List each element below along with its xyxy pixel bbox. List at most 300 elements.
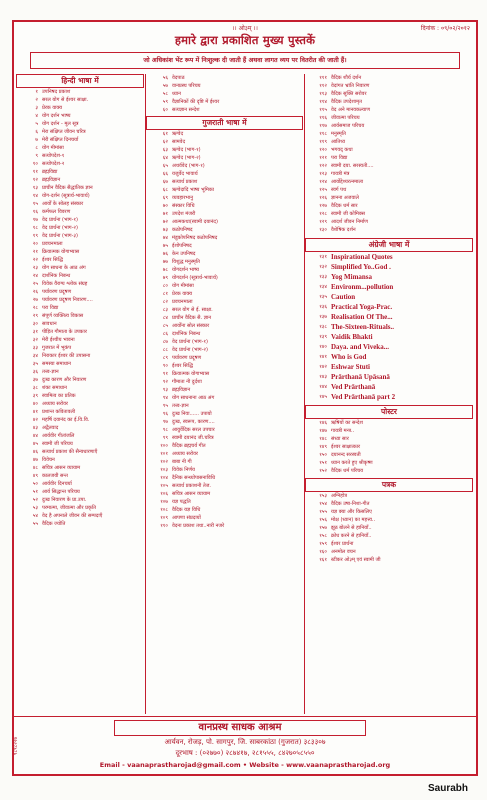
book-number: ४६ [32, 449, 38, 455]
book-number: १५७ [319, 525, 327, 531]
book-item [146, 394, 303, 402]
book-title: प्राचीन वैदिक सै. ज्ञान [172, 315, 211, 321]
book-number: ४४ [32, 433, 38, 439]
book-title: स्वामी जी कोमिक्स [331, 211, 365, 217]
book-title: झूठ बोलने से हानियाँ.. [331, 525, 372, 531]
book-title: भगवद् कथा [331, 147, 353, 153]
book-number: ८२ [162, 299, 168, 305]
book-title: पीड़ित गौमाता के उपकार [42, 329, 87, 335]
book-item [305, 532, 473, 540]
book-item [146, 98, 303, 106]
book-title: अथर्ववेद (भाग-१) [172, 163, 205, 169]
date-label: दिनांक : ०९/०२/२०१२ [420, 25, 470, 32]
book-title: आर्यों के सोलह संस्कार [42, 201, 84, 207]
book-title: Vaidik Bhakti [331, 333, 373, 341]
book-number: ७४ [162, 235, 168, 241]
book-title: आयुर्वेदिक सरल उपचार [172, 427, 215, 433]
book-title: जीवात्मा परिचय [331, 115, 360, 121]
book-title: वेद प्रार्थना (भाग-२) [42, 225, 78, 231]
book-number: ९ [35, 153, 38, 159]
book-item [16, 256, 144, 264]
book-title: विवेक वैराग्य श्लोक संग्रह [42, 281, 88, 287]
book-title: यज्ञ पद्धति [172, 499, 191, 505]
book-number: १२२ [319, 163, 327, 169]
book-item [16, 296, 144, 304]
book-item [16, 448, 144, 456]
book-number: १२७ [319, 203, 327, 209]
book-number: ९२ [162, 379, 168, 385]
section-hindi [16, 74, 144, 528]
book-number: ९३ [162, 387, 168, 393]
book-number: ८६ [162, 331, 168, 337]
book-number: ७० [162, 203, 168, 209]
book-number: ५ [35, 121, 38, 127]
book-title: निराकार ईश्वर की उपासना [42, 353, 91, 359]
book-number: ७७ [162, 259, 168, 265]
book-number: ४५ [32, 441, 38, 447]
book-item [146, 274, 303, 282]
book-title: कर्मफल विवरण [42, 209, 71, 215]
book-title: वैदिक शौर्य दर्शन [331, 75, 362, 81]
book-title: गायत्री मंत्र [331, 171, 350, 177]
book-number: २० [32, 241, 38, 247]
book-item [305, 82, 473, 90]
book-title: वेद है अपनाले जीवन की सम्पदाएँ [42, 513, 103, 519]
book-title: महर्षि दयानंद का ई.वि.वि. [42, 417, 90, 423]
book-item [305, 548, 473, 556]
book-title: आर्य सिद्धान्त परिचय [42, 489, 80, 495]
book-title: सामवेद [172, 139, 186, 145]
book-number: १० [32, 161, 38, 167]
book-number: ५९ [162, 99, 168, 105]
book-item [16, 440, 144, 448]
book-number: १२९ [319, 219, 327, 225]
book-number: १५२ [319, 468, 327, 474]
book-title: ऋग्वेदादि भाष्य भूमिका [172, 187, 214, 193]
book-title: प्रेरक वाक्य [42, 105, 62, 111]
book-number: ४२ [32, 417, 38, 423]
book-title: Daya. and Viveka... [331, 343, 389, 351]
book-item [146, 106, 303, 114]
book-number: १२६ [319, 195, 327, 201]
book-title: आपणा संप्रदायों [172, 515, 201, 521]
book-title: Realisation Of The... [331, 313, 393, 321]
book-title: योग मीमांसा [42, 145, 64, 151]
book-number: ७१ [162, 211, 168, 217]
book-item [146, 458, 303, 466]
book-number: ९७ [162, 419, 168, 425]
book-title: विवेचन [42, 457, 55, 463]
book-number: १५४ [319, 501, 327, 507]
book-number: १०८ [160, 507, 168, 513]
section-heading: अंग्रेजी भाषा में [305, 238, 473, 252]
book-list [305, 419, 473, 475]
book-number: १२० [319, 147, 327, 153]
book-number: १४ [32, 193, 38, 199]
book-item [16, 384, 144, 392]
book-number: २७ [32, 297, 38, 303]
book-title: वैदिक ज्योति [42, 521, 66, 527]
book-number: ९८ [162, 427, 168, 433]
book-item [16, 200, 144, 208]
book-number: ४० [32, 401, 38, 407]
book-item [146, 354, 303, 362]
book-title: गौमाता नी दुर्दशा [172, 379, 202, 385]
book-title: क्रियात्मक योगाभ्यास [42, 249, 80, 255]
book-number: २ [35, 97, 38, 103]
book-number: ३८ [32, 385, 38, 391]
book-title: सत्योपदेश-२ [42, 161, 65, 167]
book-item [146, 426, 303, 434]
book-title: क्रोध करने से हानियाँ.. [331, 533, 372, 539]
book-title: सचित्र आसन व्यायाम [172, 491, 211, 497]
book-number: ३९ [32, 393, 38, 399]
book-title: योग साधनाना आठ अंग [172, 395, 215, 401]
book-title: गुजरात में भूकंप [42, 345, 72, 351]
ashram-phone: दूरभाष : (०२७७०) २८७४१७, २८१५५५, ८४२७०५८५५० [175, 749, 315, 757]
book-number: ३ [35, 105, 38, 111]
book-title: आत्मकथा(स्वामी दयानंद) [172, 219, 218, 225]
book-item [16, 248, 144, 256]
book-number: १४२ [319, 364, 327, 370]
book-item [16, 368, 144, 376]
book-list [305, 74, 473, 234]
book-title: संस्कार विधि [172, 203, 195, 209]
book-number: ६९ [162, 195, 168, 201]
ashram-name: वानप्रस्थ साधक आश्रम [114, 720, 366, 736]
book-number: ८७ [162, 339, 168, 345]
section-hindi-continued [146, 74, 303, 114]
book-list [305, 492, 473, 564]
book-number: १४५ [319, 394, 327, 400]
book-item [146, 290, 303, 298]
book-item [146, 482, 303, 490]
book-list [305, 252, 473, 402]
book-item [305, 500, 473, 508]
book-title: सरल योग से ई. साक्षा. [172, 307, 213, 313]
book-number: १६१ [319, 557, 327, 563]
column-2 [146, 74, 303, 714]
book-number: १४० [319, 344, 327, 350]
book-item [16, 264, 144, 272]
book-item [146, 234, 303, 242]
book-title: आर्यवीर दिनचर्या [42, 481, 72, 487]
book-title: Environm...pollution [331, 283, 394, 291]
book-item [16, 504, 144, 512]
book-number: १९ [32, 233, 38, 239]
book-number: ११९ [319, 139, 327, 145]
book-number: ७२ [162, 219, 168, 225]
book-title: मोक्ष (ध्यान) का महत्त्व.. [331, 517, 376, 523]
book-item [16, 360, 144, 368]
book-item [146, 202, 303, 210]
book-item [16, 488, 144, 496]
book-item [16, 280, 144, 288]
book-number: १३० [319, 227, 327, 233]
book-title: ब्रह्मविज्ञान [172, 387, 191, 393]
footer [14, 716, 476, 775]
book-number: ६८ [162, 187, 168, 193]
book-item [305, 382, 473, 392]
book-number: १३७ [319, 314, 327, 320]
book-item [146, 434, 303, 442]
book-item [146, 138, 303, 146]
book-title: यज्ञ क्या और किसलिए [331, 509, 372, 515]
book-item [16, 232, 144, 240]
book-title: दुःख, स्वरूप, कारण.... [172, 419, 215, 425]
book-title: Eshwar Stuti [331, 363, 370, 371]
book-title: तत्त्व-ज्ञान [42, 369, 59, 375]
section-gujarati-continued [305, 74, 473, 234]
book-item [305, 362, 473, 372]
book-title: ईश्वर प्रार्थना [331, 541, 354, 547]
book-title: स्टीकर ओ३म् एवं स्वामी जी [331, 557, 381, 563]
book-item [305, 392, 473, 402]
book-title: मनुस्मृति [331, 131, 346, 137]
book-number: १५६ [319, 517, 327, 523]
book-number: २९ [32, 313, 38, 319]
book-item [146, 178, 303, 186]
book-item [305, 427, 473, 435]
book-item [305, 252, 473, 262]
book-number: ११३ [319, 91, 327, 97]
book-title: ऋग्वेद (भाग-२) [172, 155, 201, 161]
book-item [16, 480, 144, 488]
book-number: १३३ [319, 274, 327, 280]
book-title: कठोपनिषद [172, 227, 193, 233]
book-item [146, 250, 303, 258]
book-number: ६७ [162, 179, 168, 185]
book-item [146, 186, 303, 194]
book-number: ९९ [162, 435, 168, 441]
book-title: योग दर्शन भाष्य [42, 113, 71, 119]
book-item [146, 338, 303, 346]
book-item [146, 130, 303, 138]
book-title: वेद अने मानवकल्याण [331, 107, 370, 113]
book-title: उपदेश मंजरी [172, 211, 196, 217]
book-number: ८० [162, 283, 168, 289]
book-item [16, 376, 144, 384]
book-title: Practical Yoga-Prac. [331, 303, 393, 311]
book-item [146, 226, 303, 234]
book-item [16, 344, 144, 352]
book-title: क्रियात्मक योगाभ्यास [172, 371, 210, 377]
book-item [16, 184, 144, 192]
book-item [305, 467, 473, 475]
book-item [16, 224, 144, 232]
book-item [16, 416, 144, 424]
book-item [305, 322, 473, 332]
book-number: १३४ [319, 284, 327, 290]
book-number: ६५ [162, 163, 168, 169]
book-item [305, 106, 473, 114]
book-title: विशुद्ध मनुस्मृति [172, 259, 200, 265]
book-title: सत्योपदेश-१ [42, 153, 65, 159]
book-item [146, 514, 303, 522]
book-number: ६३ [162, 147, 168, 153]
book-title: ब्रह्मविद्या [42, 169, 58, 175]
section-heading: पोस्टर [305, 405, 473, 419]
ashram-email-website: Email - vaanaprastharojad@gmail.com • Website - www.vaanaprastharojad.org [99, 761, 391, 769]
book-item [146, 162, 303, 170]
book-number: २६ [32, 289, 38, 295]
book-number: १४९ [319, 444, 327, 450]
book-number: ९४ [162, 395, 168, 401]
book-item [305, 332, 473, 342]
book-item [305, 272, 473, 282]
book-number: ६६ [162, 171, 168, 177]
page-subtitle: जो अधिकांश भेंट रूप में निःशुल्क दी जाती हैं अथवा लागत व्यय पर वितरीत की जाती हैं। [30, 52, 460, 69]
book-title: ब्रह्मविज्ञान [42, 177, 61, 183]
book-title: परा विद्या [331, 155, 348, 161]
book-title: संध्या सार [331, 436, 349, 442]
book-title: आर्योद्देश्यरत्नमाला [331, 179, 364, 185]
book-item [16, 216, 144, 224]
book-title: मंडूकोपनिषद कठोपनिषद [172, 235, 218, 241]
book-title: सत्यज्ञान सन्देश [172, 107, 200, 113]
book-title: दार्शनिक निबन्ध [172, 331, 201, 337]
book-title: Yog Mimansa [331, 273, 373, 281]
book-item [146, 242, 303, 250]
column-3 [305, 74, 473, 714]
book-number: ८९ [162, 355, 168, 361]
book-title: वैदिक उषा-निशा-गीत [331, 501, 370, 507]
book-item [305, 540, 473, 548]
book-number: ४१ [32, 409, 38, 415]
book-item [305, 524, 473, 532]
book-title: पर्यावरण प्रदूषण निवारण.... [42, 297, 93, 303]
book-title: योग साधना के आठ अंग [42, 265, 86, 271]
book-title: कालजयी सन्त [42, 473, 68, 479]
book-item [146, 258, 303, 266]
book-item [305, 162, 473, 170]
book-title: सत्यार्थ प्रकाशनी तेज. [172, 483, 211, 489]
book-number: १ [35, 89, 38, 95]
book-title: ऋग्वेद [172, 131, 184, 137]
book-item [16, 464, 144, 472]
book-title: तत्त्व-ज्ञान [172, 403, 189, 409]
book-list [16, 88, 144, 528]
book-title: यजुर्वेद भावार्थ [172, 171, 198, 177]
section-heading: पत्रक [305, 478, 473, 492]
book-title: प्रेरक वाक्य [172, 291, 192, 297]
book-title: वैदिक उपदेशामृत [331, 99, 362, 105]
book-item [146, 418, 303, 426]
book-number: १०३ [160, 467, 168, 473]
section-english [305, 238, 473, 402]
book-title: योगदर्शन (सूत्रार्थ-भावार्थ) [172, 275, 218, 281]
book-item [146, 370, 303, 378]
book-title: स्वामी दयानंद जी.चरित्र [172, 435, 214, 441]
book-item [305, 186, 473, 194]
section-heading: गुजराती भाषा में [146, 116, 303, 130]
book-title: योग-दर्शन (सूत्रार्थ-भावार्थ) [42, 193, 90, 199]
book-number: १३९ [319, 334, 327, 340]
book-item [16, 152, 144, 160]
book-item [16, 432, 144, 440]
book-title: सरल योग से ईश्वर साक्षा. [42, 97, 89, 103]
book-item [146, 170, 303, 178]
book-number: ५४ [32, 513, 38, 519]
book-number: ३० [32, 321, 38, 327]
book-number: १२४ [319, 179, 327, 185]
book-item [146, 146, 303, 154]
book-title: प्रवचनमाला [172, 299, 193, 305]
book-number: १३१ [319, 254, 327, 260]
book-number: १६ [32, 209, 38, 215]
book-title: योग दर्शन - मूल सूत्र [42, 121, 79, 127]
book-item [16, 512, 144, 520]
book-item [146, 450, 303, 458]
book-item [305, 372, 473, 382]
book-item [16, 272, 144, 280]
book-number: १३२ [319, 264, 327, 270]
book-number: ११ [32, 169, 38, 175]
book-number: १०५ [160, 483, 168, 489]
book-number: २२ [32, 257, 38, 263]
book-title: अध्याय सरोवर [42, 401, 68, 407]
book-item [16, 88, 144, 96]
book-title: वानप्रस्थ परिचय [172, 83, 201, 89]
book-item [305, 218, 473, 226]
book-title: प्रवचनमाला [42, 241, 63, 247]
book-number: ७८ [162, 267, 168, 273]
book-item [146, 490, 303, 498]
book-number: ११७ [319, 123, 327, 129]
book-number: १२१ [319, 155, 327, 161]
book-number: ८८ [162, 347, 168, 353]
book-title: सत्यार्थ प्रकाश की सैन्यधारणाएँ [42, 449, 98, 455]
book-item [305, 114, 473, 122]
book-number: ८३ [162, 307, 168, 313]
book-item [16, 208, 144, 216]
book-item [16, 320, 144, 328]
book-number: ४३ [32, 425, 38, 431]
book-item [146, 442, 303, 450]
book-number: ८५ [162, 323, 168, 329]
book-item [16, 120, 144, 128]
book-title: वेद प्रार्थना (भाग-१) [42, 217, 78, 223]
book-number: १५५ [319, 509, 327, 515]
book-number: २४ [32, 273, 38, 279]
book-item [146, 378, 303, 386]
book-item [146, 210, 303, 218]
book-number: १३५ [319, 294, 327, 300]
book-item [16, 160, 144, 168]
book-number: १४३ [319, 374, 327, 380]
book-item [305, 302, 473, 312]
book-number: ६ [35, 129, 38, 135]
book-title: दैनिक सन्ध्योपासनाविधि [172, 475, 216, 481]
book-item [146, 218, 303, 226]
book-title: ऋग्वेद (भाग-१) [172, 147, 201, 153]
section-pamphlets [305, 478, 473, 564]
book-title: सावधान [42, 321, 57, 327]
book-item [146, 322, 303, 330]
book-title: वैशेषिक दर्शन [331, 227, 356, 233]
book-item [305, 90, 473, 98]
book-item [305, 492, 473, 500]
book-title: Who is God [331, 353, 367, 361]
book-title: प्रशान्त कवितावली [42, 409, 76, 415]
book-item [305, 282, 473, 292]
section-gujarati [146, 116, 303, 530]
book-item [305, 98, 473, 106]
book-number: १२३ [319, 171, 327, 177]
book-number: १३८ [319, 324, 327, 330]
book-item [16, 176, 144, 184]
book-number: ४७ [32, 457, 38, 463]
